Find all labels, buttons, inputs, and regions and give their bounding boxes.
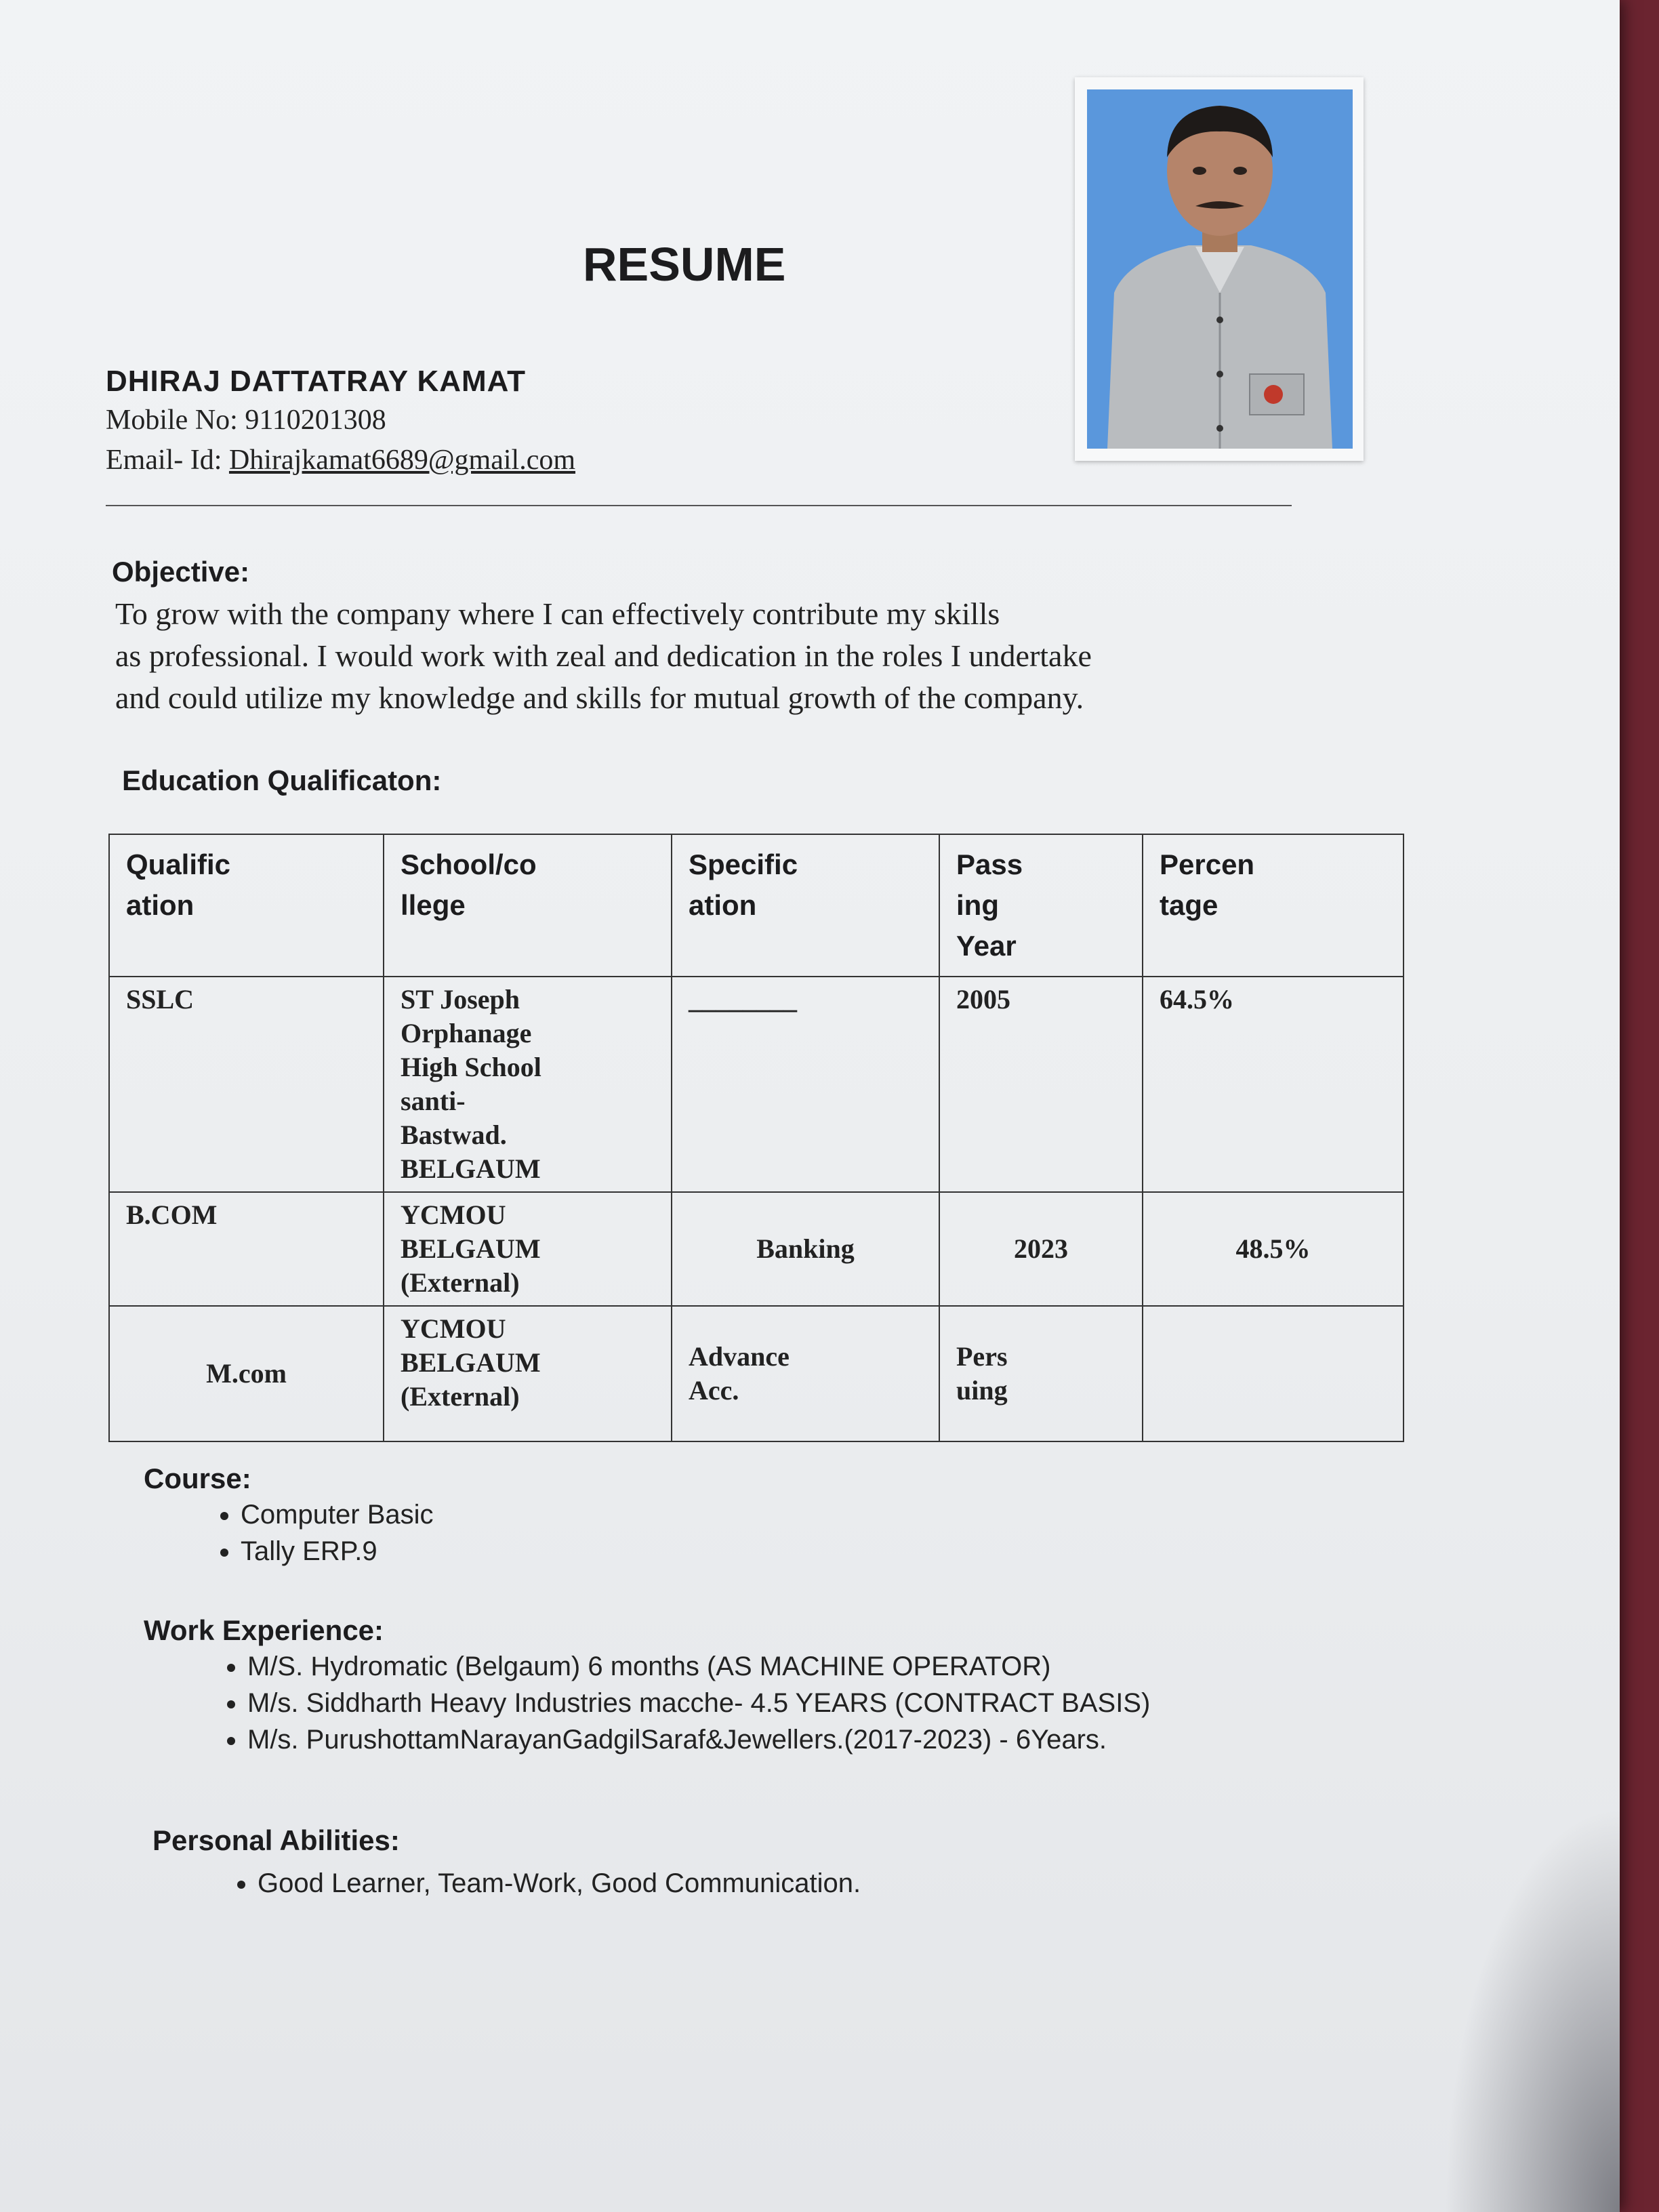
education-table <box>108 834 1404 1442</box>
mobile-number: 9110201308 <box>245 405 386 436</box>
table-row <box>109 1192 1404 1306</box>
profile-photo <box>1087 89 1353 449</box>
cell-percentage <box>1143 1306 1404 1441</box>
person-portrait-image <box>1087 89 1353 449</box>
cell-specification: ________ <box>672 977 939 1192</box>
mobile-label: Mobile No: <box>106 405 238 436</box>
table-row <box>109 977 1404 1192</box>
table-header-row <box>109 834 1404 977</box>
work-experience-heading: Work Experience: <box>144 1614 384 1646</box>
personal-abilities-list <box>197 1865 861 1902</box>
course-list <box>180 1496 434 1570</box>
cell-school: ST Joseph Orphanage High School santi- Bastwad. BELGAUM <box>384 977 672 1192</box>
cell-qualification: B.COM <box>109 1192 384 1306</box>
cell-percentage: 64.5% <box>1143 977 1404 1192</box>
cell-specification: Banking <box>672 1192 939 1306</box>
email-line <box>106 444 575 476</box>
email-label: Email- Id: <box>106 445 222 476</box>
paper-shadow <box>1443 1805 1620 2212</box>
work-experience-list <box>186 1648 1150 1758</box>
cell-qualification: M.com <box>109 1306 384 1441</box>
cell-qualification: SSLC <box>109 977 384 1192</box>
list-item: • M/S. Hydromatic (Belgaum) 6 months (AS MACHINE OPERATOR) <box>247 1648 1150 1685</box>
cell-year: 2005 <box>939 977 1143 1192</box>
column-header-specification: Specific ation <box>672 834 939 977</box>
column-header-passing-year: Pass ing Year <box>939 834 1143 977</box>
table-row <box>109 1306 1404 1441</box>
course-heading: Course: <box>144 1462 251 1494</box>
objective-heading: Objective: <box>112 556 250 588</box>
objective-text <box>115 593 1267 719</box>
list-item: • Computer Basic <box>241 1496 434 1533</box>
list-item: • Tally ERP.9 <box>241 1533 434 1570</box>
cell-year: 2023 <box>939 1192 1143 1306</box>
profile-photo-frame <box>1075 77 1364 461</box>
column-header-school: School/co llege <box>384 834 672 977</box>
candidate-name: DHIRAJ DATTATRAY KAMAT <box>106 365 527 398</box>
cell-percentage: 48.5% <box>1143 1192 1404 1306</box>
cell-school: YCMOU BELGAUM (External) <box>384 1192 672 1306</box>
personal-abilities-heading: Personal Abilities: <box>152 1824 400 1856</box>
cell-specification: Advance Acc. <box>672 1306 939 1441</box>
resume-title: RESUME <box>583 238 786 291</box>
list-item: • M/s. Siddharth Heavy Industries macche- 4.5 YEARS (CONTRACT BASIS) <box>247 1685 1150 1721</box>
email-link[interactable]: Dhirajkamat6689@gmail.com <box>228 445 576 476</box>
list-item: • M/s. PurushottamNarayanGadgilSaraf&Jewellers.(2017-2023) - 6Years. <box>247 1721 1150 1758</box>
column-header-percentage: Percen tage <box>1143 834 1404 977</box>
objective-line: and could utilize my knowledge and skills for mutual growth of the company. <box>115 680 1084 715</box>
column-header-qualification: Qualific ation <box>109 834 384 977</box>
objective-line: To grow with the company where I can effectively contribute my skills <box>115 596 1000 631</box>
list-item: • Good Learner, Team-Work, Good Communication. <box>258 1865 861 1902</box>
cell-year: Pers uing <box>939 1306 1143 1441</box>
objective-line: as professional. I would work with zeal and dedication in the roles I undertake <box>115 638 1092 673</box>
mobile-line <box>106 404 386 436</box>
education-heading: Education Qualificaton: <box>122 764 442 796</box>
cell-school: YCMOU BELGAUM (External) <box>384 1306 672 1441</box>
header-divider <box>106 505 1292 506</box>
